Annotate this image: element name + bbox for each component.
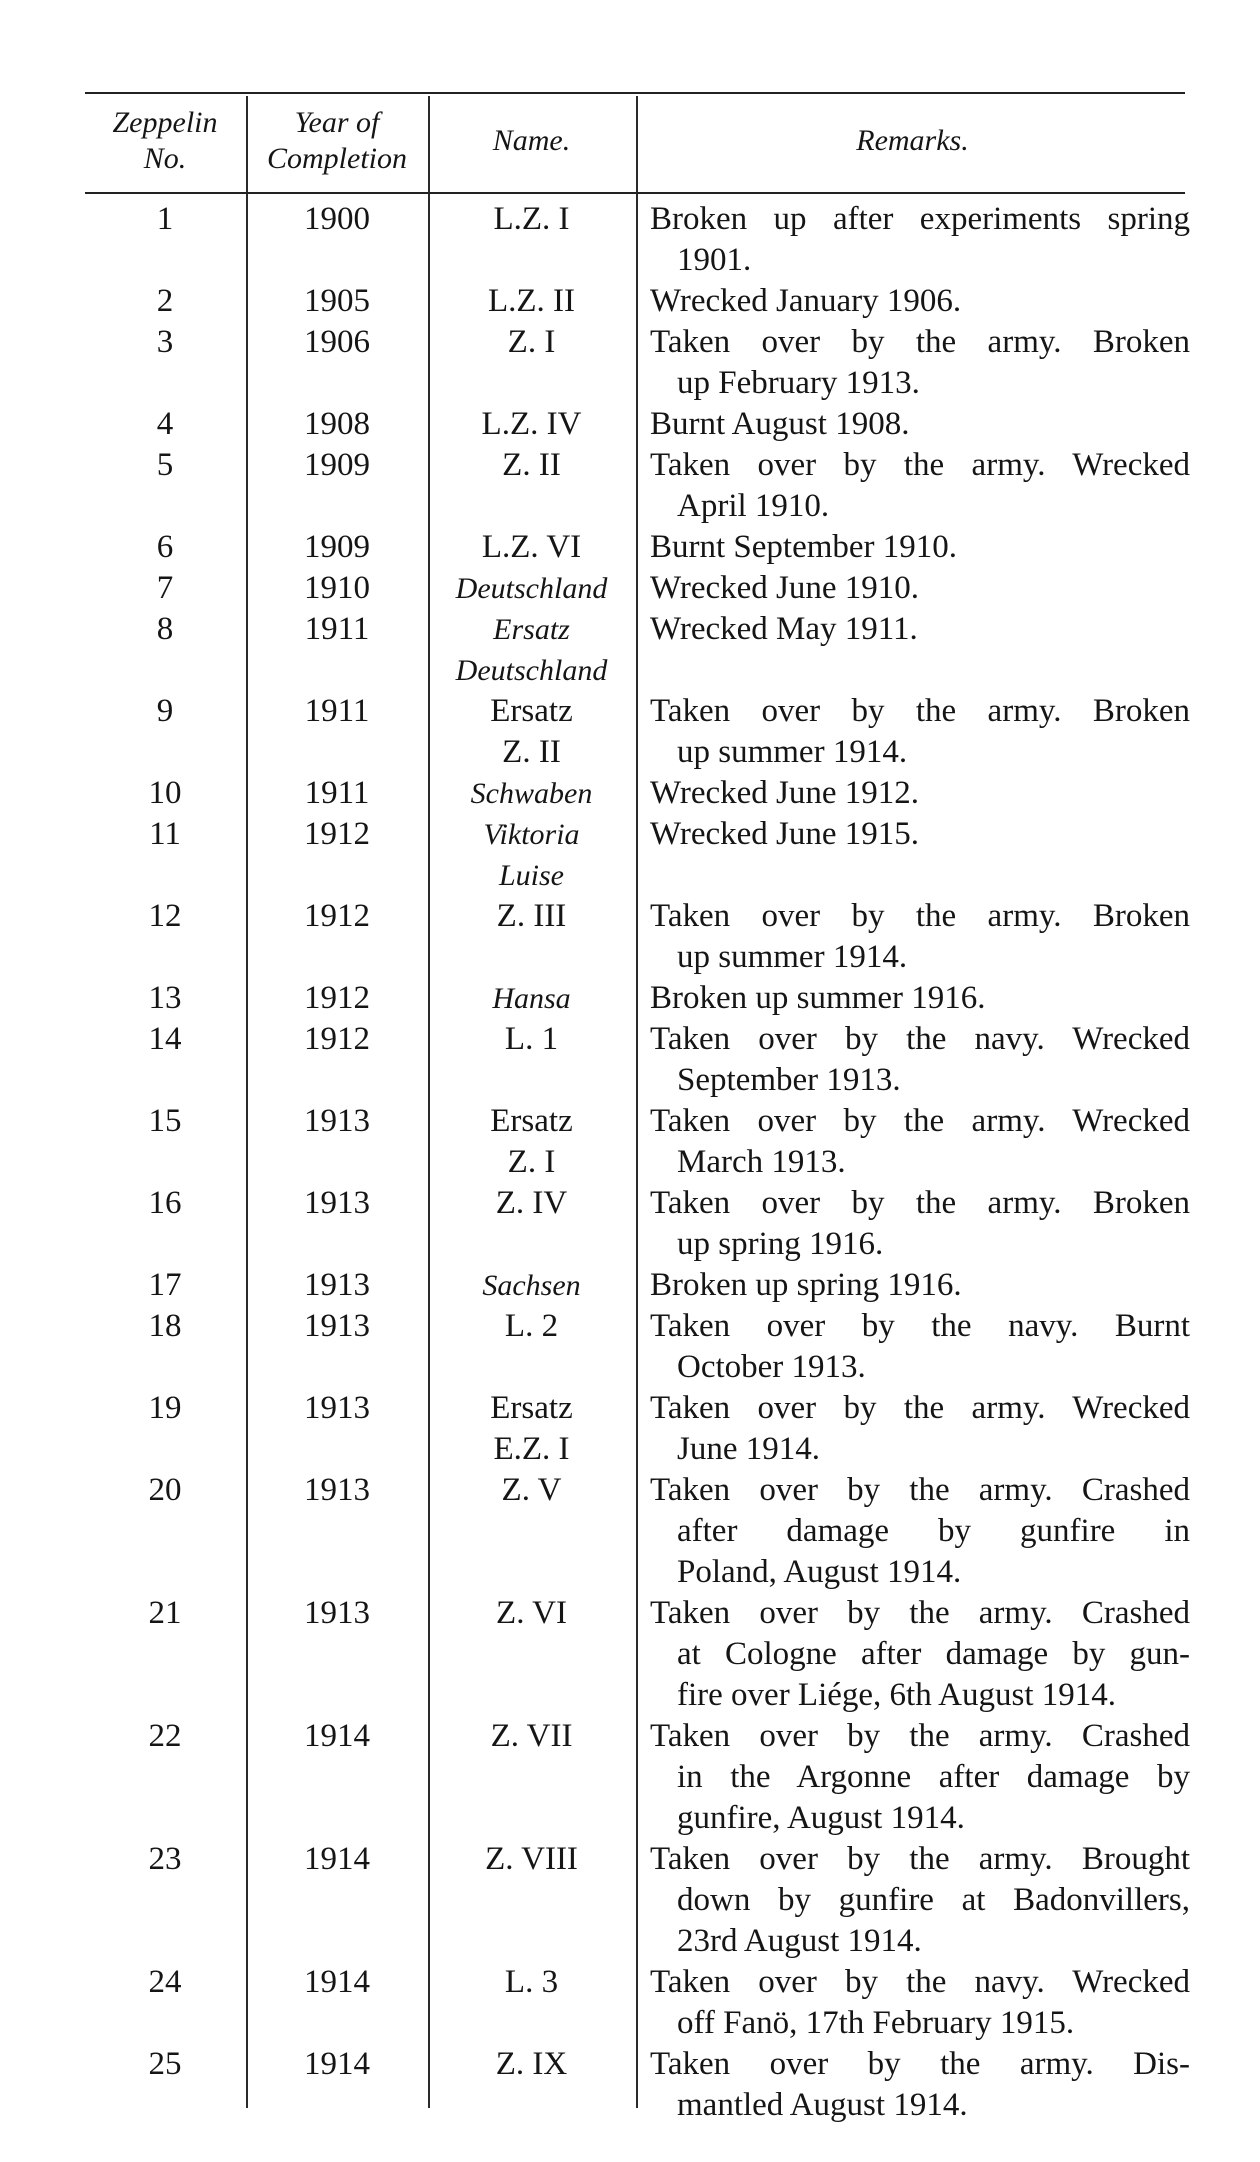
header-rule [85, 192, 1185, 194]
zeppelin-number: 20 [148, 1472, 182, 1508]
airship-name-line: L. 1 [504, 1021, 559, 1057]
zeppelin-number: 13 [148, 980, 182, 1016]
zeppelin-number: 14 [148, 1021, 182, 1057]
completion-year: 1909 [304, 529, 370, 565]
remarks-line: March 1913. [677, 1144, 846, 1180]
remarks-line: Wrecked June 1912. [650, 775, 919, 811]
zeppelin-number: 18 [148, 1308, 182, 1344]
completion-year: 1914 [304, 1841, 370, 1877]
remarks-line: June 1914. [677, 1431, 820, 1467]
table-row [0, 896, 1260, 978]
remarks-line: up spring 1916. [677, 1226, 884, 1262]
remarks-line: Taken over by the navy. Wrecked [650, 1964, 1190, 2000]
completion-year: 1905 [304, 283, 370, 319]
zeppelin-number: 23 [148, 1841, 182, 1877]
airship-name-line: Deutschland [455, 572, 608, 605]
airship-name-line: Z. VIII [485, 1841, 578, 1877]
remarks-line: Taken over by the army. Crashed [650, 1718, 1190, 1754]
airship-name [430, 1716, 633, 1757]
table-row [0, 1306, 1260, 1388]
remarks [650, 1593, 1190, 1716]
airship-name [430, 527, 633, 568]
completion-year: 1913 [304, 1390, 370, 1426]
completion-year: 1913 [304, 1308, 370, 1344]
remarks-line: fire over Liége, 6th August 1914. [677, 1677, 1116, 1713]
airship-name-line: Z. VI [496, 1595, 567, 1631]
airship-name-line: Deutschland [455, 654, 608, 687]
zeppelin-number: 7 [156, 570, 174, 606]
completion-year: 1912 [304, 816, 370, 852]
airship-name-line: L.Z. I [493, 201, 570, 237]
remarks [650, 1962, 1190, 2044]
zeppelin-number: 10 [148, 775, 182, 811]
table-row [0, 1101, 1260, 1183]
remarks [650, 281, 1190, 322]
remarks-line: Taken over by the navy. Burnt [650, 1308, 1190, 1344]
completion-year: 1910 [304, 570, 370, 606]
zeppelin-number: 4 [156, 406, 174, 442]
header-year [247, 96, 427, 186]
remarks [650, 404, 1190, 445]
zeppelin-number: 16 [148, 1185, 182, 1221]
table-row [0, 1388, 1260, 1470]
table-row [0, 322, 1260, 404]
airship-name [430, 1306, 633, 1347]
header-no-line2: No. [143, 142, 187, 175]
airship-name [430, 978, 633, 1019]
table-row [0, 2044, 1260, 2126]
remarks [650, 814, 1190, 855]
remarks-line: Taken over by the army. Wrecked [650, 447, 1190, 483]
table-row [0, 404, 1260, 445]
top-rule [85, 92, 1185, 94]
remarks-line: 23rd August 1914. [677, 1923, 922, 1959]
completion-year: 1913 [304, 1472, 370, 1508]
table-row [0, 1593, 1260, 1716]
airship-name-line: Z. VII [490, 1718, 573, 1754]
header-no-line1: Zeppelin [112, 106, 218, 139]
airship-name-line: Z. I [507, 324, 556, 360]
header-remarks [640, 96, 1185, 186]
completion-year: 1908 [304, 406, 370, 442]
airship-name [430, 199, 633, 240]
remarks [650, 1306, 1190, 1388]
zeppelin-number: 3 [156, 324, 174, 360]
table-row [0, 568, 1260, 609]
table-row [0, 527, 1260, 568]
remarks-line: Wrecked June 1910. [650, 570, 919, 606]
airship-name [430, 2044, 633, 2085]
table-row [0, 1265, 1260, 1306]
remarks-line: Broken up after experiments spring [650, 201, 1190, 237]
table-body [0, 199, 1260, 2126]
remarks-line: Poland, August 1914. [677, 1554, 962, 1590]
zeppelin-number: 6 [156, 529, 174, 565]
header-name [430, 96, 633, 186]
zeppelin-number: 1 [156, 201, 174, 237]
remarks-line: Taken over by the army. Wrecked [650, 1390, 1190, 1426]
remarks-line: in the Argonne after damage by [677, 1759, 1190, 1795]
remarks [650, 1019, 1190, 1101]
airship-name-line: L.Z. II [487, 283, 576, 319]
remarks-line: Wrecked May 1911. [650, 611, 918, 647]
table-row [0, 773, 1260, 814]
remarks [650, 1716, 1190, 1839]
airship-name-line: Z. II [502, 734, 561, 770]
completion-year: 1913 [304, 1267, 370, 1303]
table-row [0, 814, 1260, 896]
zeppelin-number: 15 [148, 1103, 182, 1139]
airship-name-line: Luise [498, 859, 564, 892]
completion-year: 1911 [304, 775, 370, 811]
remarks [650, 896, 1190, 978]
table-row [0, 1716, 1260, 1839]
airship-name [430, 1593, 633, 1634]
airship-name-line: L.Z. VI [481, 529, 582, 565]
table-row [0, 1470, 1260, 1593]
remarks [650, 1470, 1190, 1593]
remarks-line: 1901. [677, 242, 752, 278]
remarks-line: Taken over by the navy. Wrecked [650, 1021, 1190, 1057]
zeppelin-number: 17 [148, 1267, 182, 1303]
airship-name [430, 691, 633, 773]
remarks [650, 199, 1190, 281]
remarks-line: Wrecked June 1915. [650, 816, 919, 852]
completion-year: 1914 [304, 2046, 370, 2082]
remarks-line: April 1910. [677, 488, 830, 524]
completion-year: 1900 [304, 201, 370, 237]
zeppelin-number: 21 [148, 1595, 182, 1631]
airship-name-line: Viktoria [483, 818, 580, 851]
airship-name [430, 1265, 633, 1306]
airship-name [430, 773, 633, 814]
completion-year: 1906 [304, 324, 370, 360]
remarks-line: Taken over by the army. Broken [650, 693, 1190, 729]
table-row [0, 1839, 1260, 1962]
airship-name-line: Schwaben [470, 777, 593, 810]
airship-name-line: Sachsen [482, 1269, 581, 1302]
zeppelin-number: 22 [148, 1718, 182, 1754]
zeppelin-number: 2 [156, 283, 174, 319]
airship-name [430, 609, 633, 691]
header-year-line1: Year of [294, 106, 380, 139]
remarks-line: Burnt August 1908. [650, 406, 910, 442]
table-row [0, 281, 1260, 322]
completion-year: 1913 [304, 1103, 370, 1139]
remarks [650, 1388, 1190, 1470]
zeppelin-number: 11 [149, 816, 181, 852]
table-row [0, 1962, 1260, 2044]
airship-name [430, 1101, 633, 1183]
completion-year: 1914 [304, 1718, 370, 1754]
airship-name-line: Z. IV [495, 1185, 568, 1221]
completion-year: 1912 [304, 898, 370, 934]
airship-name [430, 896, 633, 937]
airship-name-line: Z. V [501, 1472, 562, 1508]
remarks-line: up summer 1914. [677, 734, 908, 770]
remarks [650, 527, 1190, 568]
zeppelin-number: 25 [148, 2046, 182, 2082]
header-zeppelin-no [85, 96, 245, 186]
table-row [0, 978, 1260, 1019]
airship-name-line: L. 2 [504, 1308, 559, 1344]
remarks-line: up summer 1914. [677, 939, 908, 975]
airship-name [430, 322, 633, 363]
table-row [0, 199, 1260, 281]
remarks [650, 609, 1190, 650]
remarks-line: Taken over by the army. Wrecked [650, 1103, 1190, 1139]
remarks [650, 1183, 1190, 1265]
completion-year: 1913 [304, 1595, 370, 1631]
remarks-line: down by gunfire at Badonvillers, [677, 1882, 1190, 1918]
remarks-line: Burnt September 1910. [650, 529, 958, 565]
airship-name-line: Z. III [496, 898, 567, 934]
airship-name [430, 404, 633, 445]
airship-name [430, 1470, 633, 1511]
remarks [650, 568, 1190, 609]
header-name-label: Name. [492, 124, 571, 157]
remarks-line: gunfire, August 1914. [677, 1800, 965, 1836]
zeppelin-number: 8 [156, 611, 174, 647]
remarks-line: Taken over by the army. Broken [650, 898, 1190, 934]
airship-name [430, 1388, 633, 1470]
airship-name-line: Z. IX [495, 2046, 568, 2082]
completion-year: 1912 [304, 980, 370, 1016]
remarks [650, 978, 1190, 1019]
airship-name-line: E.Z. I [493, 1431, 570, 1467]
remarks-line: at Cologne after damage by gun- [677, 1636, 1190, 1672]
airship-name-line: Hansa [492, 982, 571, 1015]
remarks-line: Wrecked January 1906. [650, 283, 962, 319]
remarks-line: up February 1913. [677, 365, 920, 401]
airship-name [430, 1019, 633, 1060]
header-year-line2: Completion [267, 142, 407, 175]
completion-year: 1911 [304, 693, 370, 729]
airship-name [430, 1839, 633, 1880]
airship-name-line: Ersatz [493, 613, 570, 646]
table-row [0, 1183, 1260, 1265]
remarks [650, 1101, 1190, 1183]
airship-name [430, 1183, 633, 1224]
completion-year: 1911 [304, 611, 370, 647]
table-row [0, 1019, 1260, 1101]
remarks-line: Broken up spring 1916. [650, 1267, 962, 1303]
table-row [0, 609, 1260, 691]
airship-name-line: L. 3 [504, 1964, 559, 2000]
airship-name [430, 1962, 633, 2003]
airship-name-line: L.Z. IV [481, 406, 582, 442]
remarks-line: Taken over by the army. Broken [650, 324, 1190, 360]
remarks-line: mantled August 1914. [677, 2087, 968, 2123]
completion-year: 1913 [304, 1185, 370, 1221]
remarks [650, 691, 1190, 773]
zeppelin-number: 5 [156, 447, 174, 483]
remarks-line: October 1913. [677, 1349, 866, 1385]
remarks [650, 1265, 1190, 1306]
remarks-line: September 1913. [677, 1062, 901, 1098]
remarks-line: Broken up summer 1916. [650, 980, 986, 1016]
zeppelin-number: 9 [156, 693, 174, 729]
airship-name [430, 445, 633, 486]
remarks-line: Taken over by the army. Dis- [650, 2046, 1190, 2082]
airship-name-line: Z. I [507, 1144, 556, 1180]
remarks [650, 1839, 1190, 1962]
table-row [0, 691, 1260, 773]
airship-name [430, 568, 633, 609]
zeppelin-number: 19 [148, 1390, 182, 1426]
completion-year: 1914 [304, 1964, 370, 2000]
remarks-line: Taken over by the army. Crashed [650, 1472, 1190, 1508]
airship-name [430, 814, 633, 896]
completion-year: 1912 [304, 1021, 370, 1057]
completion-year: 1909 [304, 447, 370, 483]
remarks-line: Taken over by the army. Brought [650, 1841, 1190, 1877]
remarks-line: after damage by gunfire in [677, 1513, 1190, 1549]
header-remarks-label: Remarks. [856, 124, 969, 157]
zeppelin-number: 24 [148, 1964, 182, 2000]
airship-name-line: Z. II [502, 447, 561, 483]
table-row [0, 445, 1260, 527]
remarks-line: Taken over by the army. Crashed [650, 1595, 1190, 1631]
airship-name-line: Ersatz [490, 1103, 573, 1139]
airship-name [430, 281, 633, 322]
zeppelin-number: 12 [148, 898, 182, 934]
remarks [650, 322, 1190, 404]
remarks [650, 773, 1190, 814]
airship-name-line: Ersatz [490, 693, 573, 729]
remarks-line: off Fanö, 17th February 1915. [677, 2005, 1075, 2041]
remarks [650, 2044, 1190, 2126]
remarks-line: Taken over by the army. Broken [650, 1185, 1190, 1221]
remarks [650, 445, 1190, 527]
airship-name-line: Ersatz [490, 1390, 573, 1426]
